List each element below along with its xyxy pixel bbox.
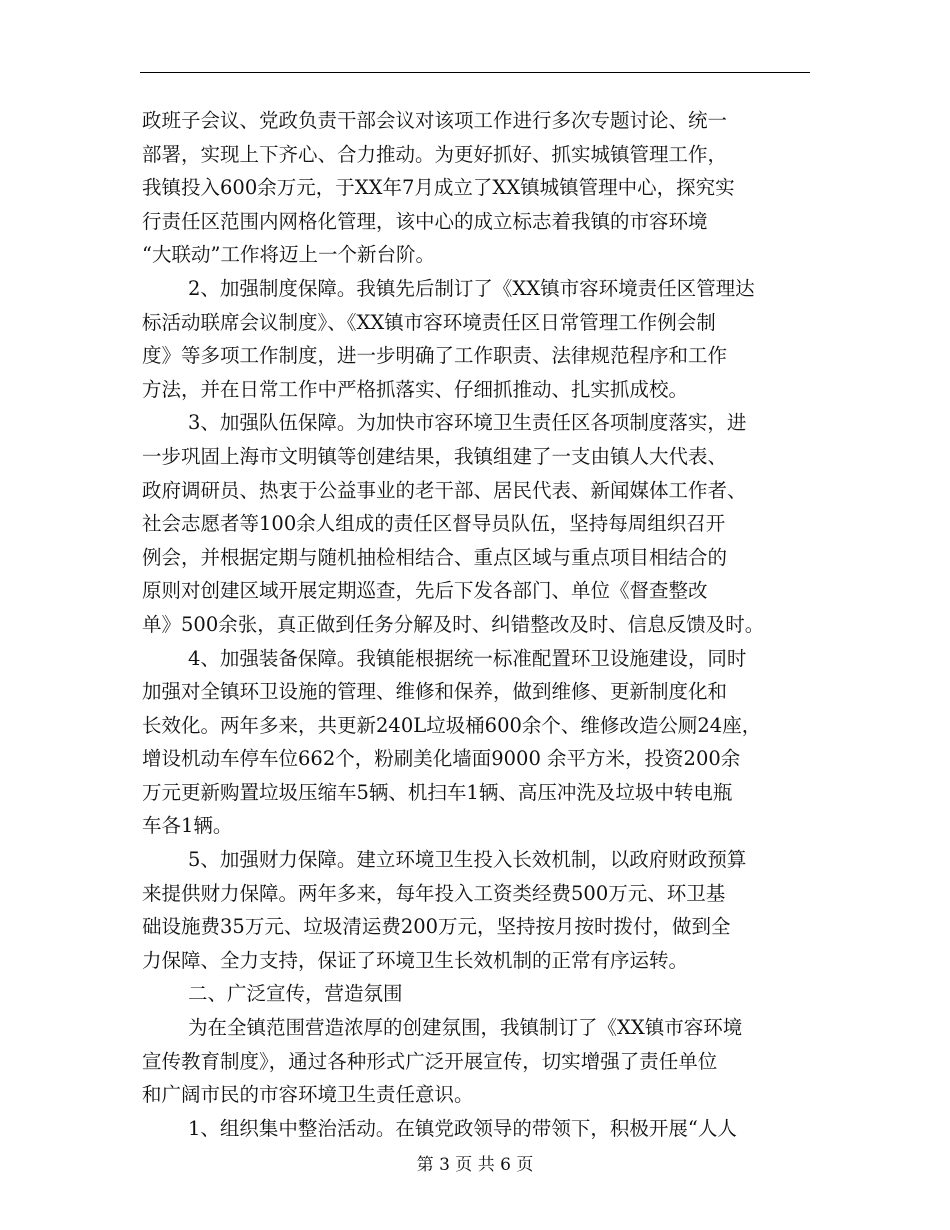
- text-line: 度》等多项工作制度，进一步明确了工作职责、法律规范程序和工作: [142, 344, 728, 368]
- text-line: 为在全镇范围营造浓厚的创建氛围，我镇制订了《XX镇市容环境: [188, 1016, 743, 1040]
- text-line: 础设施费35万元、垃圾清运费200万元，坚持按月按时拨付，做到全: [142, 915, 731, 939]
- header-rule: [140, 72, 810, 73]
- text-line: 行责任区范围内网格化管理，该中心的成立标志着我镇的市容环境: [142, 209, 708, 233]
- text-line: 车各1辆。: [142, 814, 233, 838]
- text-line: 3、加强队伍保障。为加快市容环境卫生责任区各项制度落实，进: [188, 411, 747, 435]
- text-line: 原则对创建区域开展定期巡查，先后下发各部门、单位《督查整改: [142, 579, 708, 603]
- text-line: 方法，并在日常工作中严格抓落实、仔细抓推动、扎实抓成校。: [142, 377, 689, 401]
- text-line: 部署，实现上下齐心、合力推动。为更好抓好、抓实城镇管理工作，: [142, 142, 728, 166]
- text-line: 单》500余张，真正做到任务分解及时、纠错整改及时、信息反馈及时。: [142, 612, 765, 636]
- text-line: 加强对全镇环卫设施的管理、维修和保养，做到维修、更新制度化和: [142, 680, 728, 704]
- text-line: 2、加强制度保障。我镇先后制订了《XX镇市容环境责任区管理达: [188, 276, 755, 300]
- text-line: 5、加强财力保障。建立环境卫生投入长效机制，以政府财政预算: [188, 848, 747, 872]
- text-line: 二、广泛宣传，营造氛围: [188, 982, 403, 1006]
- text-line: 例会，并根据定期与随机抽检相结合、重点区域与重点项目相结合的: [142, 545, 728, 569]
- text-line: 力保障、全力支持，保证了环境卫生长效机制的正常有序运转。: [142, 948, 689, 972]
- text-line: 长效化。两年多来，共更新240L垃圾桶600余个、维修改造公厕24座，: [142, 713, 762, 737]
- document-body: [142, 104, 812, 1145]
- text-line: 社会志愿者等100余人组成的责任区督导员队伍，坚持每周组织召开: [142, 512, 726, 536]
- text-line: 万元更新购置垃圾压缩车5辆、机扫车1辆、高压冲洗及垃圾中转电瓶: [142, 780, 733, 804]
- text-line: 政班子会议、党政负责干部会议对该项工作进行多次专题讨论、统一: [142, 109, 728, 132]
- text-line: 增设机动车停车位662个，粉刷美化墙面9000 余平方米，投资200余: [142, 747, 741, 771]
- text-line: 一步巩固上海市文明镇等创建结果，我镇组建了一支由镇人大代表、: [142, 444, 728, 468]
- text-line: “大联动”工作将迈上一个新台阶。: [142, 243, 435, 267]
- text-line: 1、组织集中整治活动。在镇党政领导的带领下，积极开展“人人: [188, 1116, 737, 1140]
- text-line: 和广阔市民的市容环境卫生责任意识。: [142, 1083, 474, 1107]
- text-line: 标活动联席会议制度》、《XX镇市容环境责任区日常管理工作例会制: [142, 310, 716, 334]
- text-line: 来提供财力保障。两年多来，每年投入工资类经费500万元、环卫基: [142, 881, 726, 905]
- text-line: 4、加强装备保障。我镇能根据统一标准配置环卫设施建设，同时: [188, 646, 747, 670]
- page-footer: 第 3 页 共 6 页: [416, 1155, 534, 1175]
- text-line: 政府调研员、热衷于公益事业的老干部、居民代表、新闻媒体工作者、: [142, 478, 747, 502]
- text-line: 我镇投入600余万元，于XX年7月成立了XX镇城镇管理中心，探究实: [142, 176, 735, 200]
- text-line: 宣传教育制度》，通过各种形式广泛开展宣传，切实增强了责任单位: [142, 1049, 718, 1073]
